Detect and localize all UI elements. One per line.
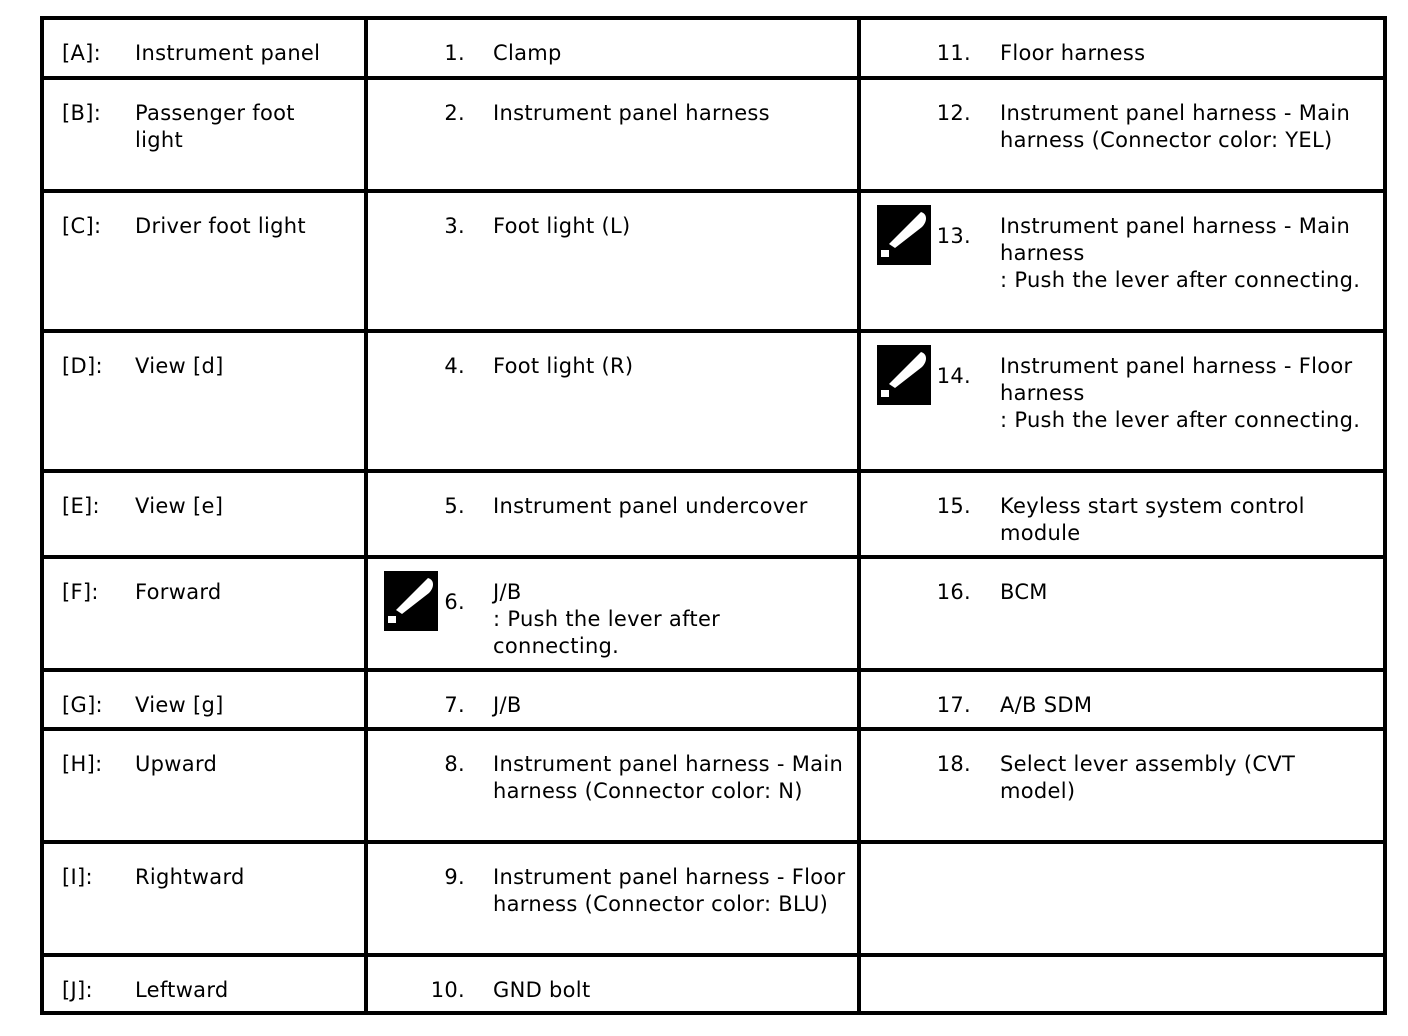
item-cell: [859, 18, 1385, 78]
item-description: Instrument panel harness - Main harness (Connector color: YEL): [1000, 101, 1351, 152]
label-value: Passenger foot light: [135, 101, 295, 152]
label-key: [F]:: [62, 580, 99, 604]
label-cell: [42, 842, 366, 955]
label-key: [H]:: [62, 752, 103, 776]
item-number: 8.: [444, 752, 465, 776]
item-description: J/B: [493, 693, 522, 717]
item-cell: [366, 557, 859, 670]
label-value: View [e]: [135, 494, 224, 518]
label-value: View [d]: [135, 354, 224, 378]
label-key: [E]:: [62, 494, 100, 518]
table-row: [42, 471, 1385, 557]
item-description: A/B SDM: [1000, 693, 1093, 717]
label-key: [B]:: [62, 101, 102, 125]
item-cell: [859, 955, 1385, 1013]
item-cell: [859, 842, 1385, 955]
item-number: 10.: [430, 978, 465, 1002]
label-value: Rightward: [135, 865, 245, 889]
item-number: 15.: [936, 494, 971, 518]
table-row: [42, 331, 1385, 471]
item-cell: [366, 842, 859, 955]
label-value: Driver foot light: [135, 214, 306, 238]
item-cell: [859, 471, 1385, 557]
table-row: [42, 557, 1385, 670]
item-description: Instrument panel harness - Main harness (Connector color: N): [493, 752, 844, 803]
label-cell: [42, 331, 366, 471]
item-number: 12.: [936, 101, 971, 125]
item-cell: [859, 557, 1385, 670]
label-value: Instrument panel: [135, 41, 321, 65]
label-cell: [42, 670, 366, 729]
item-number: 13.: [936, 224, 971, 248]
label-cell: [42, 557, 366, 670]
item-number: 2.: [444, 101, 465, 125]
item-cell: [366, 955, 859, 1013]
item-number: 11.: [936, 41, 971, 65]
item-cell: [366, 18, 859, 78]
item-description: Instrument panel undercover: [493, 494, 808, 518]
label-key: [I]:: [62, 865, 93, 889]
item-description: BCM: [1000, 580, 1048, 604]
item-description: Instrument panel harness - Floor harness (Connector color: BLU): [493, 865, 846, 916]
item-cell: [366, 471, 859, 557]
table-row: [42, 955, 1385, 1013]
item-number: 14.: [936, 364, 971, 388]
item-description: Foot light (L): [493, 214, 631, 238]
item-description: Select lever assembly (CVT model): [1000, 752, 1296, 803]
table-row: [42, 670, 1385, 729]
label-cell: [42, 78, 366, 191]
item-cell: [366, 78, 859, 191]
table-row: [42, 18, 1385, 78]
item-number: 9.: [444, 865, 465, 889]
item-description: GND bolt: [493, 978, 591, 1002]
label-key: [D]:: [62, 354, 103, 378]
label-key: [C]:: [62, 214, 102, 238]
item-cell: [366, 331, 859, 471]
table-row: [42, 842, 1385, 955]
item-number: 3.: [444, 214, 465, 238]
label-key: [A]:: [62, 41, 102, 65]
item-number: 7.: [444, 693, 465, 717]
item-number: 4.: [444, 354, 465, 378]
table-row: [42, 729, 1385, 842]
item-number: 17.: [936, 693, 971, 717]
item-cell: [366, 191, 859, 331]
label-value: Leftward: [135, 978, 229, 1002]
label-key: [J]:: [62, 978, 93, 1002]
item-description: Instrument panel harness - Main harness : Push the lever after connecting.: [1000, 214, 1361, 292]
item-cell: [859, 670, 1385, 729]
item-description: J/B : Push the lever after connecting.: [493, 580, 721, 658]
item-description: Instrument panel harness - Floor harness : Push the lever after connecting.: [1000, 354, 1361, 432]
label-key: [G]:: [62, 693, 103, 717]
label-cell: [42, 191, 366, 331]
item-number: 6.: [444, 590, 465, 614]
item-number: 5.: [444, 494, 465, 518]
item-description: Keyless start system control module: [1000, 494, 1305, 545]
label-value: View [g]: [135, 693, 224, 717]
label-cell: [42, 18, 366, 78]
item-cell: [859, 78, 1385, 191]
label-cell: [42, 955, 366, 1013]
legend-body: [42, 18, 1385, 1013]
label-cell: [42, 471, 366, 557]
item-description: Foot light (R): [493, 354, 634, 378]
table-row: [42, 78, 1385, 191]
item-description: Clamp: [493, 41, 562, 65]
label-value: Upward: [135, 752, 218, 776]
item-cell: [366, 729, 859, 842]
item-cell: [859, 191, 1385, 331]
item-description: Instrument panel harness: [493, 101, 770, 125]
item-description: Floor harness: [1000, 41, 1146, 65]
table-row: [42, 191, 1385, 331]
item-cell: [859, 729, 1385, 842]
item-cell: [366, 670, 859, 729]
label-cell: [42, 729, 366, 842]
item-number: 1.: [444, 41, 465, 65]
item-number: 18.: [936, 752, 971, 776]
legend-table: [40, 16, 1387, 1015]
item-number: 16.: [936, 580, 971, 604]
item-cell: [859, 331, 1385, 471]
label-value: Forward: [135, 580, 222, 604]
